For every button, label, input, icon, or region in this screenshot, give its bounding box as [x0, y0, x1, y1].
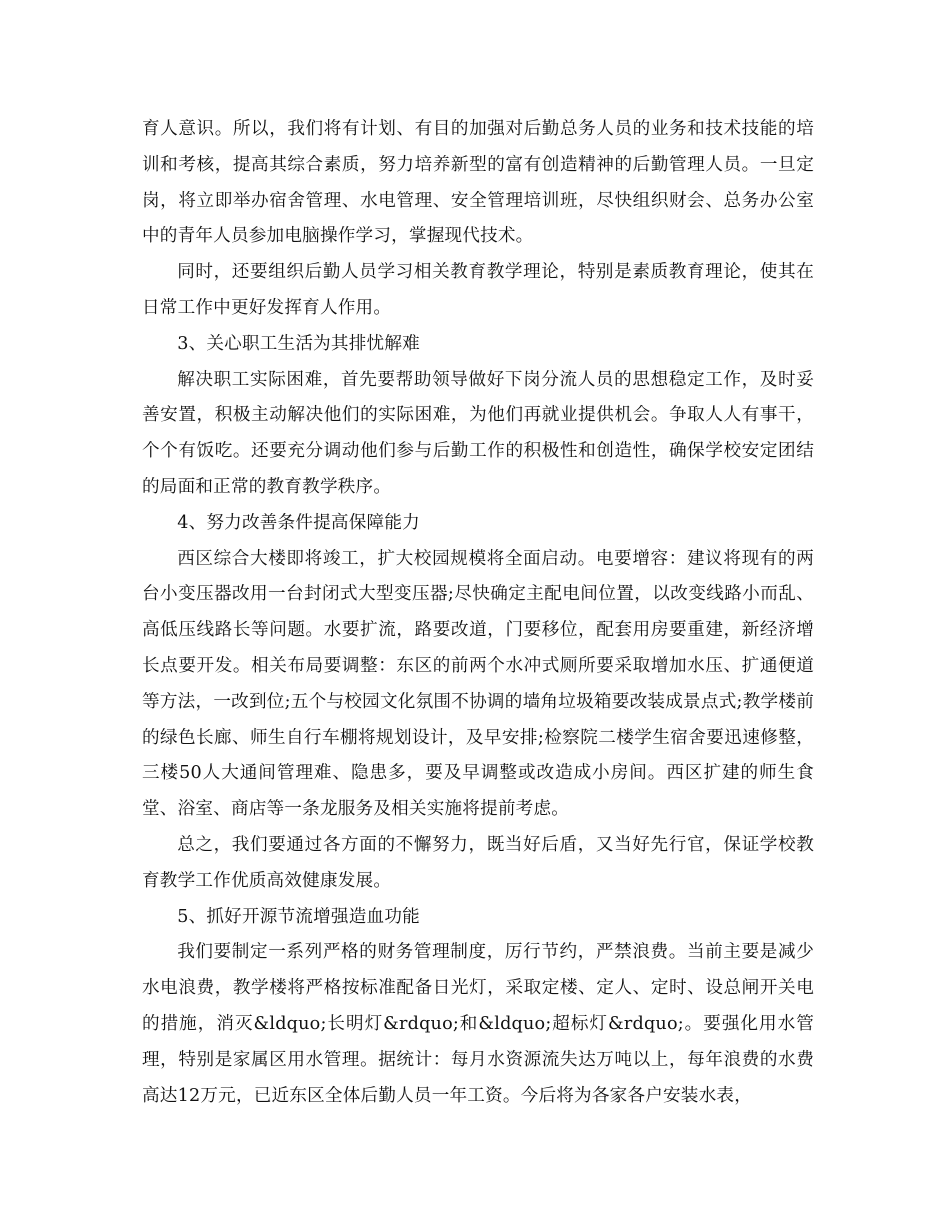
paragraph: 我们要制定一系列严格的财务管理制度，厉行节约，严禁浪费。当前主要是减少水电浪费，教学楼将严格按标准配备日光灯，采取定楼、定人、定时、设总闸开关电的措施，消灭&ldquo;长明灯&rdquo;和&ldquo;超标灯&rdquo;。要强化用水管理，特别是家属区用水管理。据统计：每月水资源流失达万吨以上，每年浪费的水费高达12万元，已近东区全体后勤人员一年工资。今后将为各家各户安装水表，	[142, 942, 814, 1106]
document-body	[142, 112, 814, 1114]
paragraph: 总之，我们要通过各方面的不懈努力，既当好后盾，又当好先行官，保证学校教育教学工作优质高效健康发展。	[142, 834, 814, 891]
section-heading-5: 5、抓好开源节流增强造血功能	[177, 906, 420, 927]
section-heading-3: 3、关心职工生活为其排忧解难	[177, 333, 420, 354]
paragraph-continued: 育人意识。所以，我们将有计划、有目的加强对后勤总务人员的业务和技术技能的培训和考核，提高其综合素质，努力培养新型的富有创造精神的后勤管理人员。一旦定岗，将立即举办宿舍管理、水电管理、安全管理培训班，尽快组织财会、总务办公室中的青年人员参加电脑操作学习，掌握现代技术。	[142, 119, 814, 247]
paragraph: 同时，还要组织后勤人员学习相关教育教学理论，特别是素质教育理论，使其在日常工作中更好发挥育人作用。	[142, 262, 814, 318]
paragraph: 西区综合大楼即将竣工，扩大校园规模将全面启动。电要增容：建议将现有的两台小变压器改用一台封闭式大型变压器;尽快确定主配电间位置，以改变线路小而乱、高低压线路长等问题。水要扩流，路要改道，门要移位，配套用房要重建，新经济增长点要开发。相关布局要调整：东区的前两个水冲式厕所要采取增加水压、扩通便道等方法，一改到位;五个与校园文化氛围不协调的墙角垃圾箱要改装成景点式;教学楼前的绿色长廊、师生自行车棚将规划设计，及早安排;检察院二楼学生宿舍要迅速修整，三楼50人大通间管理难、隐患多，要及早调整或改造成小房间。西区扩建的师生食堂、浴室、商店等一条龙服务及相关实施将提前考虑。	[142, 548, 814, 820]
section-heading-4: 4、努力改善条件提高保障能力	[177, 512, 420, 533]
paragraph: 解决职工实际困难，首先要帮助领导做好下岗分流人员的思想稳定工作，及时妥善安置，积极主动解决他们的实际困难，为他们再就业提供机会。争取人人有事干，个个有饭吃。还要充分调动他们参与后勤工作的积极性和创造性，确保学校安定团结的局面和正常的教育教学秩序。	[142, 369, 814, 497]
